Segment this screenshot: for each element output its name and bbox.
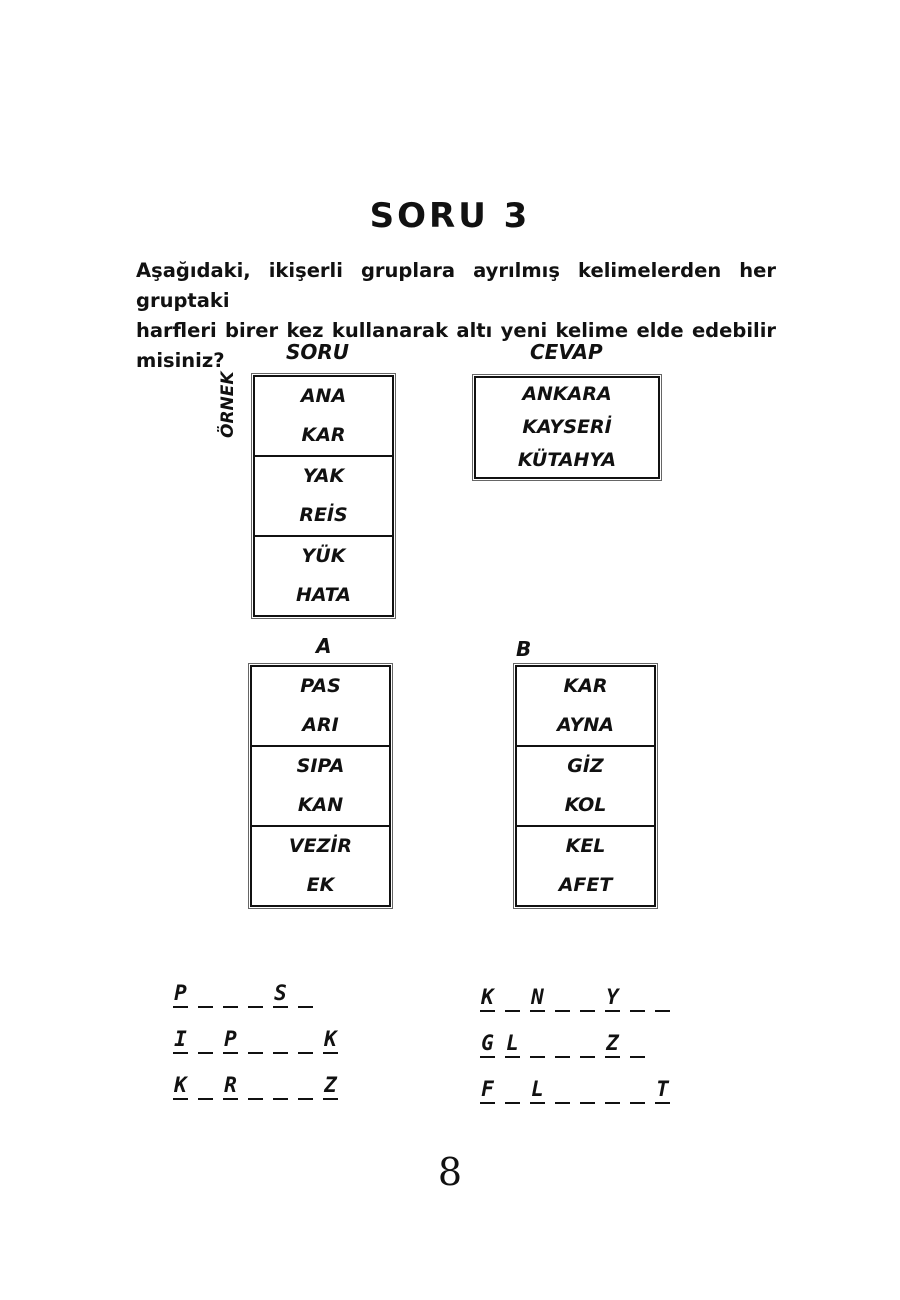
instructions	[136, 256, 776, 376]
letter-hint: L	[506, 1031, 519, 1055]
letter-blank[interactable]	[575, 982, 600, 1012]
letter-hint: K	[174, 1073, 187, 1097]
answer-blank-row	[475, 982, 675, 1017]
example-group	[255, 457, 392, 537]
letter-blank[interactable]	[475, 982, 500, 1012]
letter-blank[interactable]	[268, 1024, 293, 1054]
example-answer-word: KAYSERİ	[522, 416, 612, 438]
answer-blank-row	[168, 1070, 343, 1105]
letter-blank[interactable]	[243, 1070, 268, 1100]
section-a-word: SIPA	[296, 755, 345, 777]
letter-hint: N	[531, 985, 544, 1009]
letter-blank[interactable]	[168, 1070, 193, 1100]
letter-hint: P	[174, 981, 187, 1005]
letter-blank[interactable]	[500, 1074, 525, 1104]
section-b-word: KOL	[564, 794, 607, 816]
letter-hint: T	[656, 1077, 669, 1101]
letter-blank[interactable]	[475, 1074, 500, 1104]
letter-blank[interactable]	[218, 1024, 243, 1054]
letter-blank[interactable]	[218, 1070, 243, 1100]
section-b-box	[515, 665, 656, 907]
letter-blank[interactable]	[193, 978, 218, 1008]
example-side-label-text: ÖRNEK	[218, 371, 238, 438]
letter-blank[interactable]	[193, 1024, 218, 1054]
example-word: ANA	[300, 385, 347, 407]
letter-hint: I	[174, 1027, 187, 1051]
example-answer-word: KÜTAHYA	[517, 449, 617, 471]
section-b-group	[517, 827, 654, 905]
letter-blank[interactable]	[625, 1028, 650, 1058]
letter-blank[interactable]	[268, 978, 293, 1008]
letter-blank[interactable]	[293, 978, 318, 1008]
example-side-label	[204, 371, 256, 438]
letter-blank[interactable]	[650, 1074, 675, 1104]
letter-hint: Y	[606, 985, 619, 1009]
example-word: KAR	[301, 424, 346, 446]
section-a-label: A	[316, 634, 332, 658]
letter-hint: P	[224, 1027, 237, 1051]
instructions-line-1: Aşağıdaki, ikişerli gruplara ayrılmış kelimelerden her gruptaki	[136, 259, 776, 312]
answer-blank-row	[475, 1074, 675, 1109]
section-b-group	[517, 667, 654, 747]
example-answer-label: CEVAP	[530, 340, 603, 364]
section-a-word: VEZİR	[288, 835, 353, 857]
letter-blank[interactable]	[293, 1070, 318, 1100]
letter-blank[interactable]	[525, 1074, 550, 1104]
section-b-word: KAR	[563, 675, 608, 697]
section-b-word: KEL	[565, 835, 606, 857]
example-answer-word: ANKARA	[522, 383, 612, 405]
example-word: HATA	[296, 584, 351, 606]
section-a-group	[252, 827, 389, 905]
letter-blank[interactable]	[268, 1070, 293, 1100]
letter-hint: S	[274, 981, 287, 1005]
section-b-label: B	[516, 637, 532, 661]
section-b-word: AFET	[558, 874, 613, 896]
letter-blank[interactable]	[500, 1028, 525, 1058]
letter-blank[interactable]	[243, 1024, 268, 1054]
example-word: YÜK	[301, 545, 346, 567]
letter-blank[interactable]	[625, 1074, 650, 1104]
letter-hint: R	[224, 1073, 237, 1097]
letter-hint: F	[481, 1077, 494, 1101]
page-number: 8	[437, 1150, 463, 1194]
letter-blank[interactable]	[243, 978, 268, 1008]
example-group	[255, 537, 392, 615]
letter-hint: Z	[606, 1031, 619, 1055]
letter-hint: L	[531, 1077, 544, 1101]
letter-hint: Z	[324, 1073, 337, 1097]
section-a-group	[252, 747, 389, 827]
letter-blank[interactable]	[600, 1028, 625, 1058]
letter-blank[interactable]	[625, 982, 650, 1012]
letter-blank[interactable]	[525, 982, 550, 1012]
section-b-group	[517, 747, 654, 827]
letter-blank[interactable]	[550, 982, 575, 1012]
letter-hint: K	[481, 985, 494, 1009]
letter-hint: K	[324, 1027, 337, 1051]
section-a-word: PAS	[300, 675, 341, 697]
section-a-word: KAN	[297, 794, 344, 816]
answer-blank-row	[168, 978, 318, 1013]
letter-blank[interactable]	[600, 982, 625, 1012]
instructions-line-2: harfleri birer kez kullanarak altı yeni kelime elde edebilir misiniz?	[136, 319, 776, 372]
letter-blank[interactable]	[525, 1028, 550, 1058]
example-word: REİS	[299, 504, 348, 526]
answer-blank-row	[475, 1028, 650, 1063]
letter-hint: G	[481, 1031, 494, 1055]
example-word: YAK	[302, 465, 345, 487]
letter-blank[interactable]	[168, 978, 193, 1008]
section-a-box	[250, 665, 391, 907]
example-group	[255, 377, 392, 457]
letter-blank[interactable]	[600, 1074, 625, 1104]
section-b-word: AYNA	[557, 714, 614, 736]
letter-blank[interactable]	[500, 982, 525, 1012]
letter-blank[interactable]	[475, 1028, 500, 1058]
letter-blank[interactable]	[550, 1028, 575, 1058]
letter-blank[interactable]	[193, 1070, 218, 1100]
example-question-box	[253, 375, 394, 617]
letter-blank[interactable]	[650, 982, 675, 1012]
letter-blank[interactable]	[318, 1024, 343, 1054]
letter-blank[interactable]	[293, 1024, 318, 1054]
letter-blank[interactable]	[575, 1074, 600, 1104]
answer-blank-row	[168, 1024, 343, 1059]
example-question-label: SORU	[286, 340, 350, 364]
letter-blank[interactable]	[168, 1024, 193, 1054]
section-a-group	[252, 667, 389, 747]
section-a-word: ARI	[302, 714, 339, 736]
letter-blank[interactable]	[318, 1070, 343, 1100]
section-b-word: GİZ	[567, 755, 604, 777]
letter-blank[interactable]	[575, 1028, 600, 1058]
example-answer-box	[474, 376, 660, 479]
letter-blank[interactable]	[550, 1074, 575, 1104]
question-title: SORU 3	[369, 196, 531, 236]
letter-blank[interactable]	[218, 978, 243, 1008]
section-a-word: EK	[306, 874, 335, 896]
